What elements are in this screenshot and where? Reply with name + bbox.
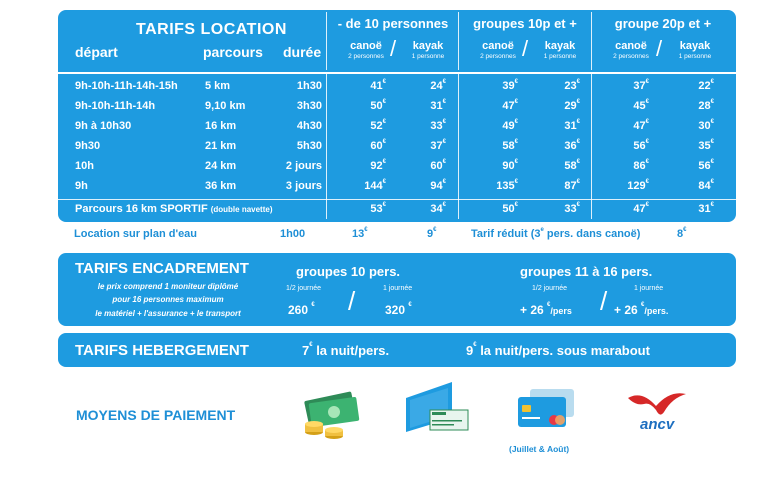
cell-duree: 2 jours	[285, 160, 322, 172]
table-row	[58, 96, 734, 116]
col-depart: départ	[75, 44, 118, 60]
cell-parcours: 9,10 km	[205, 100, 246, 112]
cell-duree: 4h30	[296, 120, 322, 132]
hebergement-title: TARIFS HEBERGEMENT	[75, 342, 249, 359]
kayak-sub: 1 personne	[543, 53, 577, 60]
cell-depart: 9h-10h-11h-14h	[75, 100, 156, 112]
cell-depart: 9h	[75, 180, 88, 192]
cell-price: 28€	[698, 99, 714, 112]
plan-eau-canoe-price: 13€	[352, 227, 368, 240]
cell-price: 30€	[698, 119, 714, 132]
cell-price: 41€	[370, 79, 386, 92]
kayak-label: kayak	[679, 40, 711, 52]
cell-price: 37€	[633, 79, 649, 92]
col-parcours: parcours	[203, 44, 263, 60]
cell-price: 92€	[370, 159, 386, 172]
sportif-row	[58, 199, 736, 219]
g2-half-price: + 26 €/pers	[520, 302, 572, 317]
group-title: groupe 20p et +	[614, 16, 712, 31]
tarif-reduit: Tarif réduit (3e pers. dans canoë)	[471, 227, 641, 240]
kayak-sub: 1 personne	[678, 53, 712, 60]
hebergement-price-1: 7€ la nuit/pers.	[302, 342, 390, 358]
cell-price: 47€	[633, 202, 649, 215]
cell-price: 47€	[633, 119, 649, 132]
cell-price: 94€	[430, 179, 446, 192]
cell-price: 52€	[370, 119, 386, 132]
cell-price: 60€	[430, 159, 446, 172]
cell-price: 31€	[564, 119, 580, 132]
cell-price: 37€	[430, 139, 446, 152]
table-row	[58, 136, 734, 156]
price-table-body	[58, 76, 736, 201]
cell-price: 31€	[698, 202, 714, 215]
canoe-sub: 2 personnes	[348, 53, 384, 60]
hebergement-panel	[58, 333, 736, 367]
group-title: groupes 10p et +	[473, 16, 577, 31]
cell-price: 47€	[502, 99, 518, 112]
encadrement-desc-3: le matériel + l'assurance + le transport	[95, 309, 241, 318]
cell-price: 58€	[564, 159, 580, 172]
g1-full-price: 320 €	[385, 302, 412, 317]
canoe-sub: 2 personnes	[480, 53, 516, 60]
cell-parcours: 5 km	[205, 80, 231, 92]
cell-parcours: 36 km	[205, 180, 237, 192]
cell-price: 135€	[496, 179, 518, 192]
paiement-title: MOYENS DE PAIEMENT	[76, 407, 236, 423]
slash-divider: /	[522, 36, 529, 61]
location-title: TARIFS LOCATION	[136, 21, 287, 38]
group-title: - de 10 personnes	[337, 16, 449, 31]
cell-price: 58€	[502, 139, 518, 152]
cell-price: 86€	[633, 159, 649, 172]
table-row	[58, 76, 734, 96]
cell-parcours: 16 km	[205, 120, 237, 132]
canoe-sub: 2 personnes	[613, 53, 649, 60]
cell-price: 49€	[502, 119, 518, 132]
cell-price: 29€	[564, 99, 580, 112]
card-note: (Juillet & Août)	[509, 444, 570, 454]
cell-price: 24€	[430, 79, 446, 92]
credit-card-icon	[516, 387, 576, 431]
g1-half-label: 1/2 journée	[286, 285, 322, 292]
cell-price: 53€	[370, 202, 386, 215]
cell-price: 56€	[633, 139, 649, 152]
g1-full-label: 1 journée	[383, 285, 413, 292]
kayak-sub: 1 personne	[411, 53, 445, 60]
cell-duree: 5h30	[296, 140, 322, 152]
table-row	[58, 156, 734, 176]
cash-icon	[300, 390, 362, 442]
g2-title: groupes 11 à 16 pers.	[520, 264, 653, 279]
slash-divider: /	[600, 286, 608, 316]
col-duree: durée	[283, 44, 322, 60]
encadrement-desc-1: le prix comprend 1 moniteur diplômé	[97, 282, 239, 291]
cell-price: 22€	[698, 79, 714, 92]
cell-depart: 10h	[75, 160, 94, 172]
cell-depart: 9h30	[75, 140, 101, 152]
canoe-label: canoë	[350, 40, 382, 52]
cell-depart: 9h à 10h30	[75, 120, 132, 132]
cell-price: 84€	[698, 179, 714, 192]
canoe-label: canoë	[615, 40, 647, 52]
sportif-label: Parcours 16 km SPORTIF (double navette)	[75, 203, 273, 215]
slash-divider: /	[390, 36, 397, 61]
cell-price: 39€	[502, 79, 518, 92]
cell-price: 31€	[430, 99, 446, 112]
cell-price: 45€	[633, 99, 649, 112]
cell-price: 56€	[698, 159, 714, 172]
location-panel	[58, 10, 736, 222]
ancv-text: ancv	[640, 416, 675, 433]
cell-duree: 3h30	[296, 100, 322, 112]
cell-price: 36€	[564, 139, 580, 152]
slash-divider: /	[348, 286, 356, 316]
g2-half-label: 1/2 journée	[532, 285, 568, 292]
cell-price: 33€	[430, 119, 446, 132]
g2-full-price: + 26 €/pers.	[614, 302, 669, 317]
cell-price: 50€	[370, 99, 386, 112]
cell-price: 34€	[430, 202, 446, 215]
cell-price: 35€	[698, 139, 714, 152]
cell-price: 129€	[627, 179, 649, 192]
encadrement-title: TARIFS ENCADREMENT	[75, 260, 249, 277]
hebergement-price-2: 9€ la nuit/pers. sous marabout	[466, 342, 650, 358]
tarif-reduit-price: 8€	[677, 227, 687, 240]
cell-parcours: 24 km	[205, 160, 237, 172]
encadrement-panel	[58, 253, 736, 326]
cell-depart: 9h-10h-11h-14h-15h	[75, 80, 178, 92]
encadrement-desc-2: pour 16 personnes maximum	[112, 295, 224, 304]
table-row	[58, 116, 734, 136]
plan-eau-label: Location sur plan d'eau	[74, 228, 198, 240]
canoe-label: canoë	[482, 40, 514, 52]
cell-price: 33€	[564, 202, 580, 215]
cell-price: 90€	[502, 159, 518, 172]
cell-price: 87€	[564, 179, 580, 192]
plan-eau-kayak-price: 9€	[427, 227, 437, 240]
kayak-label: kayak	[544, 40, 576, 52]
kayak-label: kayak	[412, 40, 444, 52]
g1-title: groupes 10 pers.	[296, 264, 401, 279]
cell-price: 23€	[564, 79, 580, 92]
cell-parcours: 21 km	[205, 140, 237, 152]
cell-price: 60€	[370, 139, 386, 152]
cheque-icon	[404, 380, 470, 438]
cell-duree: 3 jours	[285, 180, 322, 192]
cell-price: 144€	[364, 179, 386, 192]
cell-price: 50€	[502, 202, 518, 215]
plan-eau-duree: 1h00	[280, 228, 306, 240]
table-row	[58, 176, 734, 196]
cell-duree: 1h30	[296, 80, 322, 92]
g1-half-price: 260 €	[288, 302, 315, 317]
g2-full-label: 1 journée	[634, 285, 664, 292]
slash-divider: /	[656, 36, 663, 61]
